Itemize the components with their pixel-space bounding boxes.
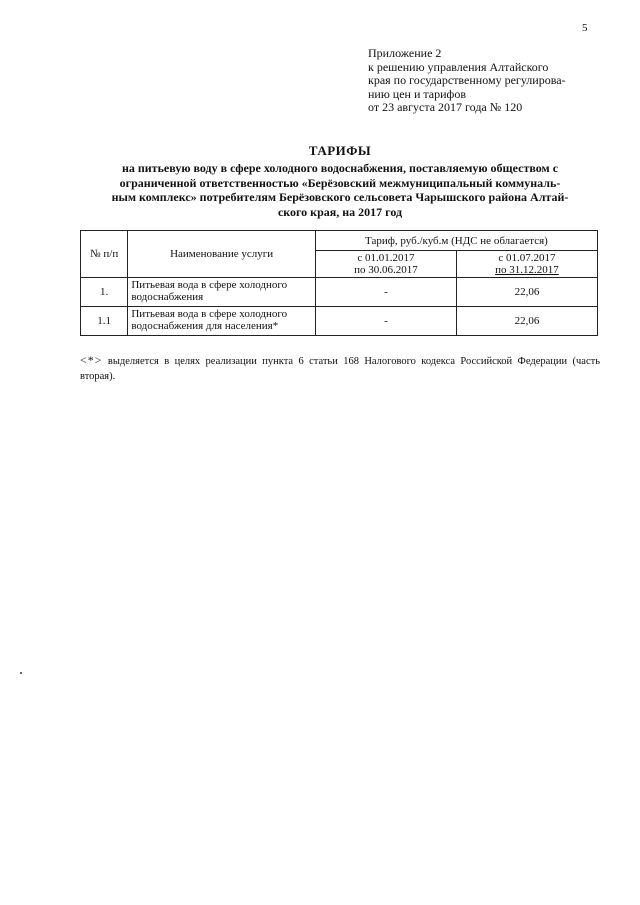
document-title [80,143,600,219]
title-line: ского края, на 2017 год [277,204,403,219]
table-header-row [81,231,598,251]
footnote-marker: <*> [80,353,103,367]
row-value-period-1: - [315,307,456,336]
row-service-line: Питьевая вода в сфере холодного [131,279,288,291]
row-value-period-1: - [315,278,456,307]
appendix-line: к решению управления Алтайского [368,59,549,74]
tariff-table [80,230,598,336]
header-period-2 [456,251,597,278]
appendix-block [368,47,598,115]
appendix-line: нию цен и тарифов [368,86,466,101]
appendix-line: от 23 августа 2017 года № 120 [368,100,523,114]
row-service [128,307,316,336]
title-line: на питьевую воду в сфере холодного водоснабжения, поставляемую обществом с [121,161,559,175]
row-service [128,278,316,307]
scan-speck [20,672,22,674]
period-2-to: по 31.12.2017 [495,264,559,276]
header-number: № п/п [81,231,128,278]
page-number: 5 [582,22,588,34]
appendix-line: края по государственному регулирова- [368,73,566,87]
title-line: ным комплекс» потребителям Берёзовского сельсовета Чарышского района Алтай- [111,190,569,204]
row-number: 1. [81,278,128,307]
title-heading: ТАРИФЫ [308,143,372,158]
header-tariff: Тариф, руб./куб.м (НДС не облагается) [315,231,597,251]
row-service-line: Питьевая вода в сфере холодного [131,308,288,320]
row-service-line: водоснабжения [131,291,204,303]
row-value-period-2: 22,06 [456,278,597,307]
table-row [81,307,598,336]
table-row [81,278,598,307]
period-1-to: по 30.06.2017 [354,264,418,276]
title-line: ограниченной ответственностью «Берёзовский межмуниципальный коммуналь- [119,175,561,190]
row-value-period-2: 22,06 [456,307,597,336]
header-period-1 [315,251,456,278]
row-number: 1.1 [81,307,128,336]
appendix-line: Приложение 2 [368,46,442,60]
period-1-from: с 01.01.2017 [357,252,415,264]
header-service: Наименование услуги [128,231,316,278]
footnote-text: выделяется в целях реализации пункта 6 статьи 168 Налогового кодекса Российской Федерации (часть вторая). [80,356,600,382]
period-2-from: с 01.07.2017 [498,252,556,264]
row-service-line: водоснабжения для населения* [131,320,279,332]
footnote [80,353,600,384]
